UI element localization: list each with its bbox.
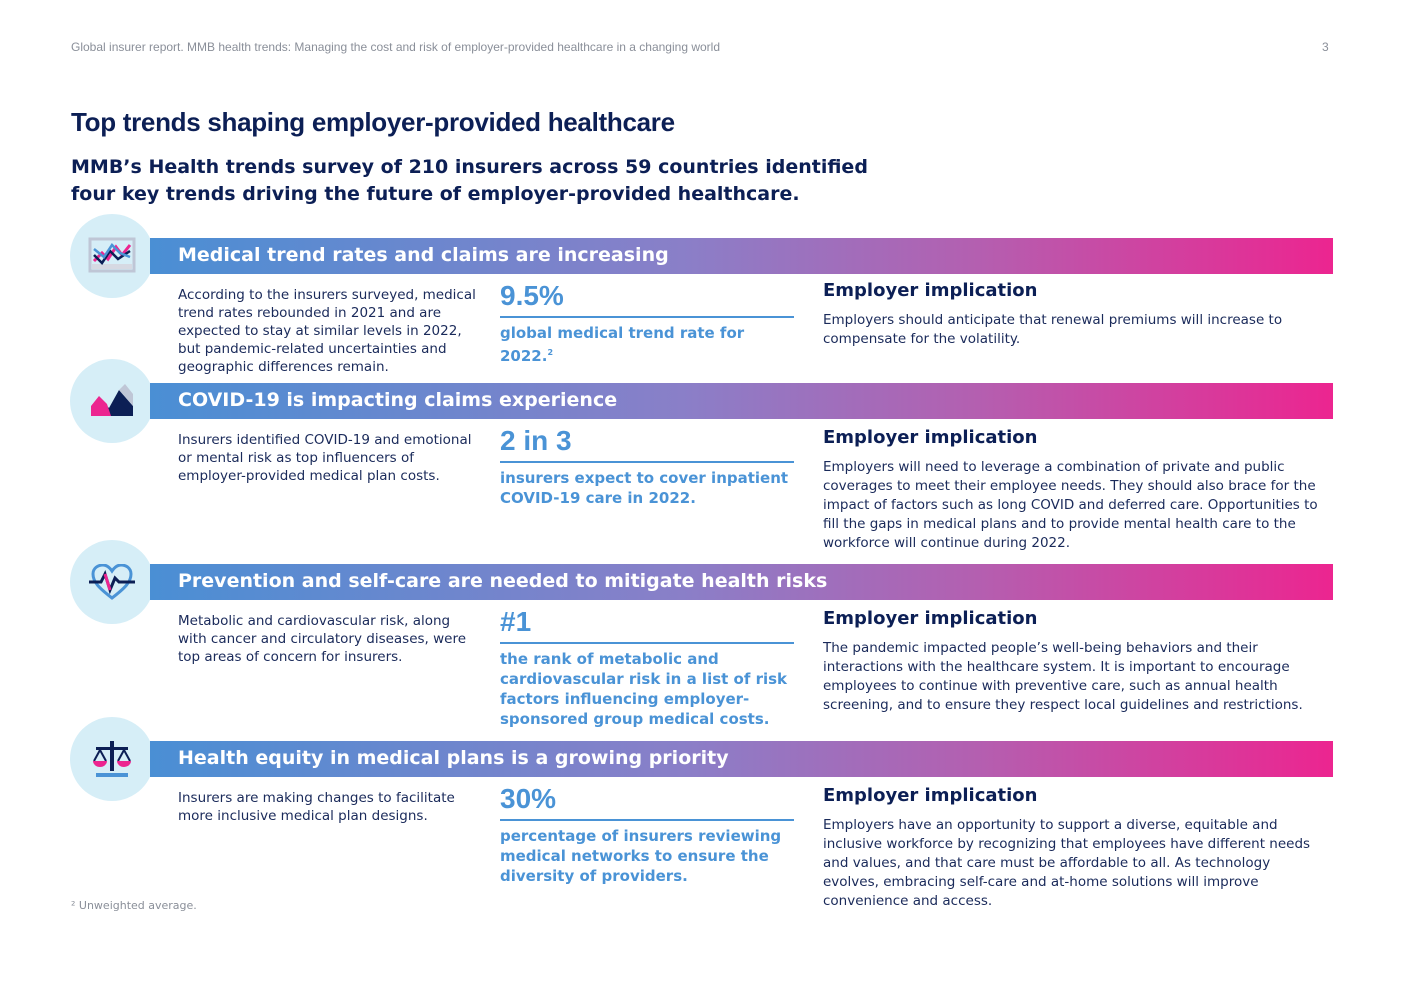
- implication-heading: Employer implication: [823, 427, 1038, 448]
- footnote: ² Unweighted average.: [71, 899, 197, 912]
- mountain-chart-icon: [70, 359, 154, 443]
- stat-divider: [500, 461, 794, 463]
- implication-heading: Employer implication: [823, 785, 1038, 806]
- stat-block: [500, 280, 794, 366]
- implication-block: [823, 785, 1323, 911]
- stat-value: #1: [500, 606, 532, 637]
- heartbeat-icon: [70, 540, 154, 624]
- implication-block: [823, 427, 1323, 553]
- section-heading: Prevention and self-care are needed to mitigate health risks: [178, 570, 828, 592]
- implication-text: Employers should anticipate that renewal premiums will increase to compensate for the volatility.: [823, 312, 1283, 347]
- section-banner: [150, 238, 1333, 274]
- section-description: Metabolic and cardiovascular risk, along with cancer and circulatory diseases, were top areas of concern for insurers.: [178, 613, 467, 665]
- stat-divider: [500, 316, 794, 318]
- section-banner: [150, 564, 1333, 600]
- stat-value: 9.5%: [500, 280, 564, 311]
- section-description: Insurers are making changes to facilitate more inclusive medical plan designs.: [178, 790, 455, 824]
- stat-text: the rank of metabolic and cardiovascular risk in a list of risk factors influencing employer-sponsored group medical costs.: [500, 650, 788, 728]
- implication-block: [823, 608, 1323, 715]
- page-subtitle: MMB’s Health trends survey of 210 insurers across 59 countries identified four key trends driving the future of employer-provided healthcare.: [71, 156, 868, 205]
- scales-icon: [70, 717, 154, 801]
- stat-block: [500, 425, 794, 508]
- stat-block: [500, 783, 794, 886]
- section-heading: COVID-19 is impacting claims experience: [178, 389, 618, 411]
- page-title: Top trends shaping employer-provided healthcare: [71, 107, 675, 137]
- implication-text: Employers have an opportunity to support a diverse, equitable and inclusive workforce by recognizing that employees have different needs and values, and that care must be affordable to all. As technology evolves, embracing self-care and at-home solutions will improve convenience and access.: [823, 817, 1311, 909]
- stat-divider: [500, 819, 794, 821]
- implication-text: Employers will need to leverage a combination of private and public coverages to meet their employee needs. They should also brace for the impact of factors such as long COVID and deferred care. Opportunities to fill the gaps in medical plans and to provide mental health care to the workforce will continue during 2022.: [823, 459, 1318, 551]
- section-banner: [150, 383, 1333, 419]
- implication-text: The pandemic impacted people’s well-being behaviors and their interactions with the healthcare system. It is important to encourage employees to continue with preventive care, such as annual health screening, and to ensure they respect local guidelines and restrictions.: [823, 640, 1303, 713]
- section-heading: Health equity in medical plans is a growing priority: [178, 747, 729, 769]
- section-description: Insurers identified COVID-19 and emotional or mental risk as top influencers of employer-provided medical plan costs.: [178, 432, 472, 484]
- stat-text: percentage of insurers reviewing medical networks to ensure the diversity of providers.: [500, 827, 782, 885]
- section-heading: Medical trend rates and claims are increasing: [178, 244, 669, 266]
- footnote-marker: 2: [547, 348, 554, 357]
- implication-heading: Employer implication: [823, 608, 1038, 629]
- stat-block: [500, 606, 794, 729]
- trend-chart-icon: [70, 214, 154, 298]
- implication-block: [823, 280, 1323, 349]
- stat-value: 2 in 3: [500, 425, 572, 456]
- page-number: 3: [1322, 40, 1329, 54]
- section-description: According to the insurers surveyed, medical trend rates rebounded in 2021 and are expected to stay at similar levels in 2022, but pandemic-related uncertainties and geographic differences remain.: [178, 287, 476, 375]
- stat-text: global medical trend rate for 2022.: [500, 324, 745, 365]
- stat-text: insurers expect to cover inpatient COVID-19 care in 2022.: [500, 469, 789, 507]
- section-banner: [150, 741, 1333, 777]
- stat-value: 30%: [500, 783, 557, 814]
- stat-divider: [500, 642, 794, 644]
- implication-heading: Employer implication: [823, 280, 1038, 301]
- running-header: Global insurer report. MMB health trends: Managing the cost and risk of employer-provided healthcare in a changing world: [71, 40, 721, 54]
